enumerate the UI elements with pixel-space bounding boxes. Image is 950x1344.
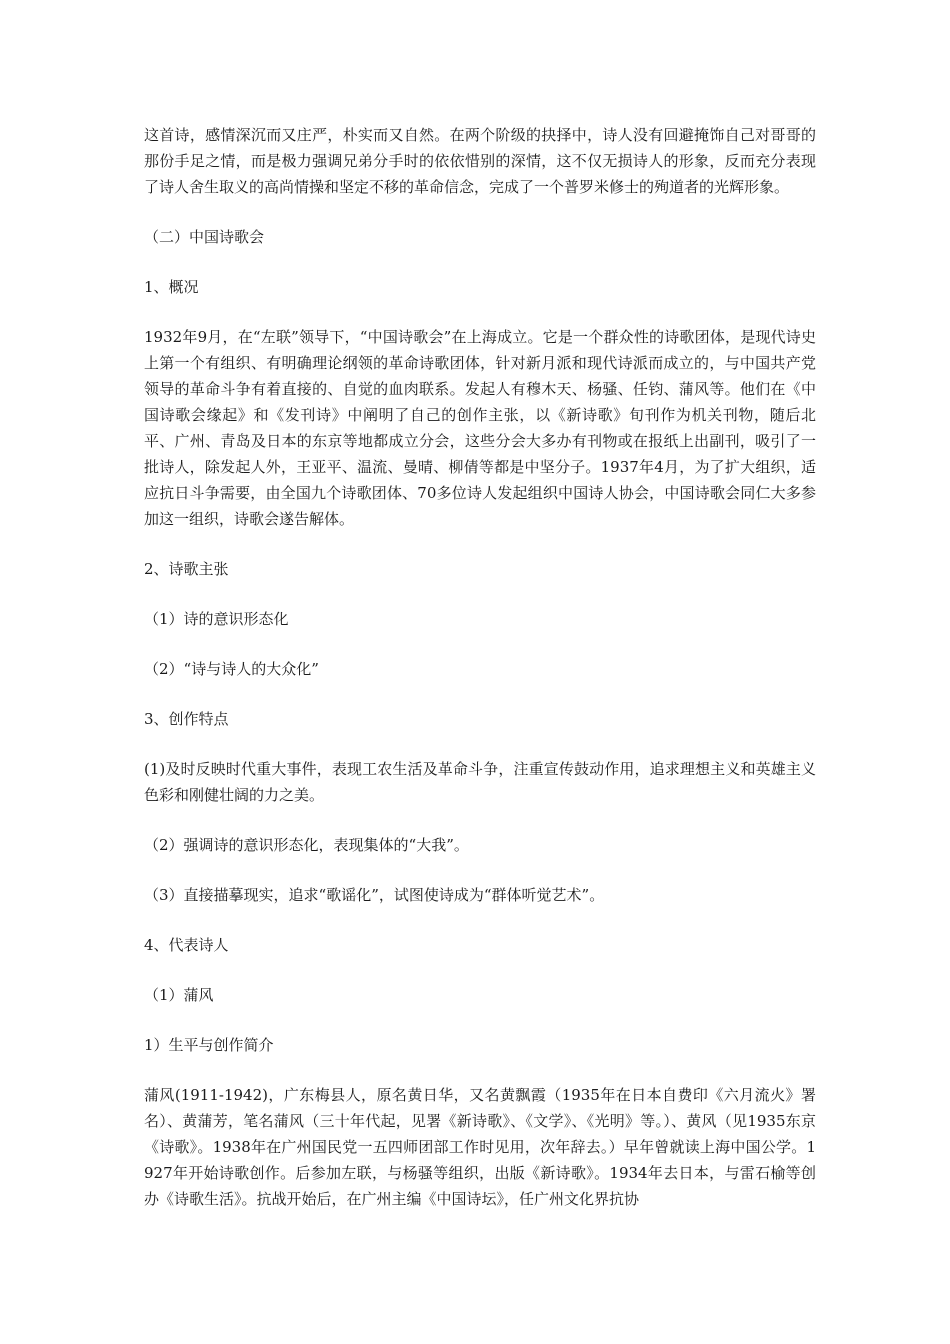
subheading-representative-poets: 4、代表诗人 [144, 936, 229, 954]
subheading-biography: 1）生平与创作简介 [144, 1036, 274, 1054]
paragraph-overview: 1932年9月，在“左联”领导下，“中国诗歌会”在上海成立。它是一个群众性的诗歌团体，是现代诗史上第一个有组织、有明确理论纲领的革命诗歌团体，针对新月派和现代诗派而成立的，与中国共产党领导的革命斗争有着直接的、自觉的血肉联系。发起人有穆木天、杨骚、任钧、蒲风等。他们在《中国诗歌会缘起》和《发刊诗》中阐明了自己的创作主张，以《新诗歌》旬刊作为机关刊物，随后北平、广州、青岛及日本的东京等地都成立分会，这些分会大多办有刊物或在报纸上出副刊，吸引了一批诗人，除发起人外，王亚平、温流、曼晴、柳倩等都是中坚分子。1937年4月，为了扩大组织，适应抗日斗争需要，由全国九个诗歌团体、70多位诗人发起组织中国诗人协会，中国诗歌会同仁大多参加这一组织，诗歌会遂告解体。 [144, 328, 816, 528]
document-page [144, 122, 816, 1212]
paragraph-poem-analysis: 这首诗，感情深沉而又庄严，朴实而又自然。在两个阶级的抉择中，诗人没有回避掩饰自己对哥哥的那份手足之情，而是极力强调兄弟分手时的依依惜别的深情，这不仅无损诗人的形象，反而充分表现了诗人舍生取义的高尚情操和坚定不移的革命信念，完成了一个普罗米修士的殉道者的光辉形象。 [144, 126, 816, 196]
subheading-overview: 1、概况 [144, 278, 199, 296]
list-item-feature-1: (1)及时反映时代重大事件，表现工农生活及革命斗争，注重宣传鼓动作用，追求理想主义和英雄主义色彩和刚健壮阔的力之美。 [144, 760, 816, 804]
subheading-poetry-claims: 2、诗歌主张 [144, 560, 229, 578]
paragraph-biography: 蒲风(1911-1942)，广东梅县人，原名黄日华，又名黄飘霞（1935年在日本自费印《六月流火》署名）、黄蒲芳，笔名蒲风（三十年代起，见署《新诗歌》、《文学》、《光明》等。）、黄风（见1935东京《诗歌》。1938年在广州国民党一五四师团部工作时见用，次年辞去。）早年曾就读上海中国公学。1927年开始诗歌创作。后参加左联，与杨骚等组织，出版《新诗歌》。1934年去日本，与雷石榆等创办《诗歌生活》。抗战开始后，在广州主编《中国诗坛》，任广州文化界抗协 [144, 1086, 816, 1208]
list-item-claim-2: （2）“诗与诗人的大众化” [144, 660, 319, 678]
subheading-creative-features: 3、创作特点 [144, 710, 229, 728]
poet-heading-pu-feng: （1）蒲风 [144, 986, 214, 1004]
list-item-claim-1: （1）诗的意识形态化 [144, 610, 289, 628]
section-heading-china-poetry-society: （二）中国诗歌会 [144, 228, 265, 246]
list-item-feature-2: （2）强调诗的意识形态化，表现集体的“大我”。 [144, 836, 469, 854]
list-item-feature-3: （3）直接描摹现实，追求“歌谣化”，试图使诗成为“群体听觉艺术”。 [144, 886, 605, 904]
